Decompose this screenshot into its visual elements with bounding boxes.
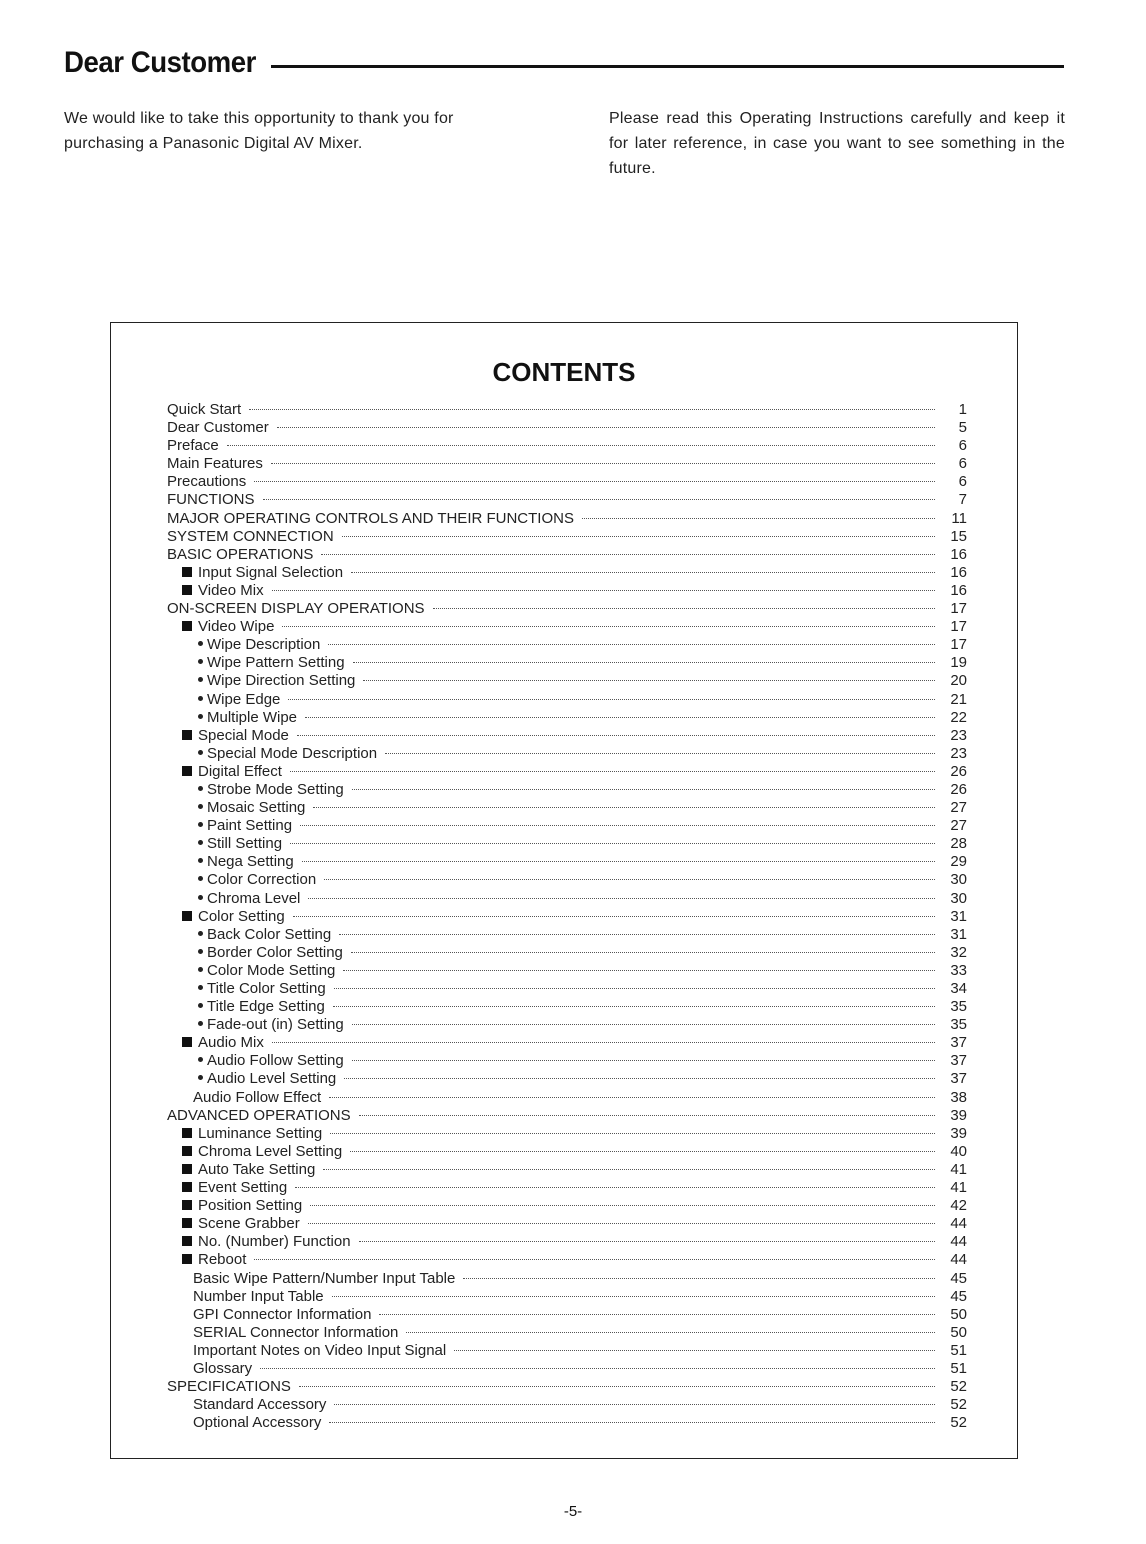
toc-entry-page: 45 xyxy=(950,1269,967,1287)
toc-dot-leader xyxy=(310,1205,935,1206)
toc-dot-leader xyxy=(254,481,935,482)
toc-entry-page: 11 xyxy=(951,509,967,527)
toc-entry-page: 37 xyxy=(950,1034,967,1052)
toc-entry xyxy=(167,853,967,871)
toc-entry xyxy=(167,980,967,998)
toc-dot-leader xyxy=(295,1187,935,1188)
toc-dot-leader xyxy=(308,898,935,899)
square-bullet-icon xyxy=(182,730,192,740)
dot-bullet-icon xyxy=(198,1021,203,1026)
toc-entry-label: Basic Wipe Pattern/Number Input Table xyxy=(193,1269,456,1287)
square-bullet-icon xyxy=(182,1236,192,1246)
toc-entry-label: Chroma Level Setting xyxy=(198,1142,343,1160)
square-bullet-icon xyxy=(182,911,192,921)
toc-dot-leader xyxy=(454,1350,935,1351)
toc-entry xyxy=(167,709,967,727)
toc-entry-page: 52 xyxy=(950,1378,967,1396)
toc-entry xyxy=(167,546,967,564)
square-bullet-icon xyxy=(182,621,192,631)
dot-bullet-icon xyxy=(198,895,203,900)
toc-entry-label: Back Color Setting xyxy=(207,925,332,943)
toc-entry-label: Paint Setting xyxy=(207,817,293,835)
toc-entry-page: 50 xyxy=(950,1305,967,1323)
toc-dot-leader xyxy=(379,1314,935,1315)
toc-entry xyxy=(167,510,967,528)
toc-dot-leader xyxy=(352,789,935,790)
toc-entry-page: 16 xyxy=(950,563,967,581)
toc-entry-label: BASIC OPERATIONS xyxy=(167,545,314,563)
toc-entry xyxy=(167,401,967,419)
toc-entry-page: 42 xyxy=(950,1197,967,1215)
toc-entry xyxy=(167,1233,967,1251)
square-bullet-icon xyxy=(182,1182,192,1192)
toc-dot-leader xyxy=(277,427,935,428)
toc-entry xyxy=(167,672,967,690)
toc-entry xyxy=(167,1034,967,1052)
toc-entry-label: Position Setting xyxy=(198,1197,303,1215)
toc-entry-page: 45 xyxy=(950,1287,967,1305)
toc-entry-page: 33 xyxy=(950,961,967,979)
dot-bullet-icon xyxy=(198,677,203,682)
toc-entry-label: Nega Setting xyxy=(207,853,294,871)
square-bullet-icon xyxy=(182,766,192,776)
section-heading xyxy=(64,46,1064,80)
toc-dot-leader xyxy=(290,771,935,772)
dot-bullet-icon xyxy=(198,949,203,954)
toc-entry xyxy=(167,1342,967,1360)
toc-entry xyxy=(167,1197,967,1215)
toc-entry-label: Preface xyxy=(167,437,219,455)
toc-entry-page: 44 xyxy=(950,1215,967,1233)
toc-entry-page: 32 xyxy=(950,943,967,961)
toc-dot-leader xyxy=(353,662,935,663)
toc-entry xyxy=(167,1396,967,1414)
toc-entry-page: 37 xyxy=(950,1070,967,1088)
toc-dot-leader xyxy=(343,970,935,971)
toc-entry-label: SERIAL Connector Information xyxy=(193,1323,399,1341)
dot-bullet-icon xyxy=(198,641,203,646)
toc-entry-label: Special Mode xyxy=(198,726,289,744)
toc-entry-page: 44 xyxy=(950,1251,967,1269)
toc-entry xyxy=(167,419,967,437)
toc-dot-leader xyxy=(329,1097,935,1098)
toc-dot-leader xyxy=(297,735,935,736)
toc-entry-label: Reboot xyxy=(198,1251,247,1269)
toc-entry-label: Wipe Direction Setting xyxy=(207,672,356,690)
toc-entry-page: 17 xyxy=(950,636,967,654)
toc-dot-leader xyxy=(271,463,935,464)
dot-bullet-icon xyxy=(198,804,203,809)
toc-dot-leader xyxy=(339,934,935,935)
toc-entry-page: 26 xyxy=(950,762,967,780)
toc-entry-page: 17 xyxy=(950,618,967,636)
toc-entry-page: 23 xyxy=(950,744,967,762)
toc-entry xyxy=(167,1270,967,1288)
toc-entry-page: 44 xyxy=(950,1233,967,1251)
toc-entry-label: No. (Number) Function xyxy=(198,1233,351,1251)
dot-bullet-icon xyxy=(198,967,203,972)
square-bullet-icon xyxy=(182,1254,192,1264)
table-of-contents xyxy=(167,401,967,1432)
toc-entry-label: Audio Level Setting xyxy=(207,1070,337,1088)
toc-entry-label: Dear Customer xyxy=(167,419,269,437)
toc-entry-label: GPI Connector Information xyxy=(193,1305,372,1323)
toc-entry-page: 26 xyxy=(950,780,967,798)
page-number: -5- xyxy=(563,1503,583,1520)
toc-entry-page: 5 xyxy=(958,419,967,437)
toc-dot-leader xyxy=(299,1386,935,1387)
toc-dot-leader xyxy=(350,1151,935,1152)
toc-dot-leader xyxy=(359,1115,935,1116)
toc-entry-label: Auto Take Setting xyxy=(198,1160,316,1178)
toc-entry xyxy=(167,1215,967,1233)
toc-dot-leader xyxy=(263,499,936,500)
toc-entry-page: 29 xyxy=(950,853,967,871)
toc-dot-leader xyxy=(302,861,935,862)
toc-entry xyxy=(167,1179,967,1197)
toc-entry-page: 16 xyxy=(950,581,967,599)
toc-entry-label: Still Setting xyxy=(207,835,283,853)
toc-entry xyxy=(167,890,967,908)
toc-entry-label: Number Input Table xyxy=(193,1287,324,1305)
toc-entry-label: Wipe Pattern Setting xyxy=(207,654,345,672)
toc-dot-leader xyxy=(334,1404,935,1405)
toc-entry-label: Input Signal Selection xyxy=(198,563,344,581)
intro-right-paragraph: Please read this Operating Instructions carefully and keep it for later reference, in case you want to see something in the future. xyxy=(609,110,1065,177)
toc-entry-page: 30 xyxy=(950,871,967,889)
toc-dot-leader xyxy=(344,1078,935,1079)
toc-entry-label: Wipe Description xyxy=(207,636,321,654)
toc-entry xyxy=(167,1052,967,1070)
toc-dot-leader xyxy=(352,1024,935,1025)
toc-entry xyxy=(167,582,967,600)
toc-dot-leader xyxy=(260,1368,935,1369)
dot-bullet-icon xyxy=(198,985,203,990)
toc-entry-label: Scene Grabber xyxy=(198,1215,300,1233)
square-bullet-icon xyxy=(182,1146,192,1156)
toc-entry-page: 6 xyxy=(958,455,967,473)
toc-dot-leader xyxy=(351,572,935,573)
toc-dot-leader xyxy=(323,1169,935,1170)
toc-entry-page: 15 xyxy=(950,527,967,545)
toc-entry xyxy=(167,1378,967,1396)
toc-entry-page: 39 xyxy=(950,1124,967,1142)
toc-dot-leader xyxy=(333,1006,935,1007)
toc-entry-page: 23 xyxy=(950,726,967,744)
toc-entry xyxy=(167,817,967,835)
toc-dot-leader xyxy=(282,626,935,627)
toc-entry-label: Precautions xyxy=(167,473,247,491)
toc-dot-leader xyxy=(582,518,935,519)
toc-entry xyxy=(167,1288,967,1306)
toc-entry-label: SYSTEM CONNECTION xyxy=(167,527,334,545)
toc-entry xyxy=(167,763,967,781)
toc-entry-label: SPECIFICATIONS xyxy=(167,1378,291,1396)
toc-entry xyxy=(167,437,967,455)
toc-entry-page: 40 xyxy=(950,1142,967,1160)
dot-bullet-icon xyxy=(198,1003,203,1008)
toc-entry xyxy=(167,944,967,962)
toc-entry-label: Quick Start xyxy=(167,401,242,418)
toc-entry-label: MAJOR OPERATING CONTROLS AND THEIR FUNCTIONS xyxy=(167,509,574,527)
toc-entry-label: Border Color Setting xyxy=(207,943,343,961)
toc-entry-label: Mosaic Setting xyxy=(207,799,306,817)
toc-entry xyxy=(167,1143,967,1161)
toc-entry-label: FUNCTIONS xyxy=(167,491,255,509)
toc-dot-leader xyxy=(249,409,935,410)
toc-entry xyxy=(167,473,967,491)
toc-entry xyxy=(167,1016,967,1034)
toc-entry xyxy=(167,1251,967,1269)
toc-entry-page: 37 xyxy=(950,1052,967,1070)
toc-entry-page: 50 xyxy=(950,1323,967,1341)
square-bullet-icon xyxy=(182,1037,192,1047)
toc-dot-leader xyxy=(272,590,935,591)
toc-entry xyxy=(167,691,967,709)
toc-entry-label: Title Edge Setting xyxy=(207,998,325,1016)
toc-entry xyxy=(167,618,967,636)
toc-entry-page: 39 xyxy=(950,1106,967,1124)
toc-entry-page: 6 xyxy=(958,473,967,491)
toc-entry-page: 35 xyxy=(950,1016,967,1034)
toc-entry-label: Digital Effect xyxy=(198,762,282,780)
contents-box xyxy=(110,322,1018,1459)
toc-entry-label: Standard Accessory xyxy=(193,1396,327,1414)
toc-entry-label: Color Setting xyxy=(198,907,285,925)
toc-entry-label: Chroma Level xyxy=(207,889,301,907)
toc-entry-label: Multiple Wipe xyxy=(207,708,298,726)
toc-entry-label: Optional Accessory xyxy=(193,1414,322,1432)
toc-dot-leader xyxy=(293,916,935,917)
toc-entry xyxy=(167,871,967,889)
toc-entry-label: Main Features xyxy=(167,455,263,473)
toc-entry xyxy=(167,1360,967,1378)
toc-entry-label: Color Mode Setting xyxy=(207,961,336,979)
toc-dot-leader xyxy=(352,1060,935,1061)
toc-entry-page: 30 xyxy=(950,889,967,907)
toc-entry-label: Strobe Mode Setting xyxy=(207,780,344,798)
heading-title: Dear Customer xyxy=(64,46,256,79)
toc-entry xyxy=(167,781,967,799)
toc-entry-page: 51 xyxy=(950,1341,967,1359)
toc-entry-page: 31 xyxy=(950,925,967,943)
dot-bullet-icon xyxy=(198,876,203,881)
toc-entry-page: 38 xyxy=(950,1088,967,1106)
toc-dot-leader xyxy=(330,1133,935,1134)
square-bullet-icon xyxy=(182,1218,192,1228)
toc-entry-page: 35 xyxy=(950,998,967,1016)
toc-dot-leader xyxy=(308,1223,935,1224)
toc-dot-leader xyxy=(334,988,935,989)
toc-entry-label: Glossary xyxy=(193,1359,253,1377)
toc-dot-leader xyxy=(433,608,935,609)
toc-entry-page: 41 xyxy=(950,1160,967,1178)
square-bullet-icon xyxy=(182,1128,192,1138)
square-bullet-icon xyxy=(182,567,192,577)
dot-bullet-icon xyxy=(198,1075,203,1080)
toc-dot-leader xyxy=(406,1332,935,1333)
toc-entry xyxy=(167,727,967,745)
toc-entry xyxy=(167,1070,967,1088)
intro-left-paragraph: We would like to take this opportunity to thank you for purchasing a Panasonic Digital AV Mixer. xyxy=(64,110,454,152)
toc-dot-leader xyxy=(305,717,935,718)
toc-dot-leader xyxy=(351,952,935,953)
toc-dot-leader xyxy=(463,1278,935,1279)
toc-entry-label: Special Mode Description xyxy=(207,744,378,762)
toc-entry xyxy=(167,926,967,944)
toc-dot-leader xyxy=(363,680,935,681)
toc-entry-page: 1 xyxy=(958,401,967,418)
toc-entry xyxy=(167,654,967,672)
toc-entry xyxy=(167,1107,967,1125)
toc-entry xyxy=(167,491,967,509)
toc-dot-leader xyxy=(328,644,935,645)
toc-entry-page: 52 xyxy=(950,1414,967,1432)
toc-dot-leader xyxy=(290,843,935,844)
toc-entry-label: Video Mix xyxy=(198,581,264,599)
toc-entry xyxy=(167,998,967,1016)
toc-entry-page: 17 xyxy=(950,600,967,618)
toc-entry-page: 7 xyxy=(958,491,967,509)
heading-rule xyxy=(271,65,1064,68)
dot-bullet-icon xyxy=(198,659,203,664)
toc-entry xyxy=(167,1125,967,1143)
toc-dot-leader xyxy=(385,753,935,754)
toc-entry xyxy=(167,1089,967,1107)
toc-entry-page: 22 xyxy=(950,708,967,726)
toc-entry-page: 27 xyxy=(950,799,967,817)
dot-bullet-icon xyxy=(198,840,203,845)
toc-entry-page: 28 xyxy=(950,835,967,853)
toc-entry xyxy=(167,799,967,817)
toc-entry-page: 51 xyxy=(950,1359,967,1377)
dot-bullet-icon xyxy=(198,1057,203,1062)
square-bullet-icon xyxy=(182,1164,192,1174)
dot-bullet-icon xyxy=(198,696,203,701)
toc-dot-leader xyxy=(321,554,935,555)
toc-entry-label: Title Color Setting xyxy=(207,980,326,997)
dot-bullet-icon xyxy=(198,714,203,719)
toc-dot-leader xyxy=(272,1042,935,1043)
toc-entry-page: 52 xyxy=(950,1396,967,1414)
toc-dot-leader xyxy=(288,699,935,700)
toc-entry-label: Audio Follow Setting xyxy=(207,1052,344,1070)
toc-dot-leader xyxy=(313,807,935,808)
toc-entry xyxy=(167,600,967,618)
toc-entry-page: 16 xyxy=(950,545,967,563)
dot-bullet-icon xyxy=(198,786,203,791)
toc-dot-leader xyxy=(254,1259,935,1260)
toc-dot-leader xyxy=(227,445,935,446)
toc-entry-label: Event Setting xyxy=(198,1179,288,1197)
toc-dot-leader xyxy=(342,536,935,537)
toc-entry-page: 41 xyxy=(950,1179,967,1197)
toc-entry xyxy=(167,1161,967,1179)
toc-entry-label: Video Wipe xyxy=(198,618,275,636)
toc-entry xyxy=(167,1324,967,1342)
toc-entry xyxy=(167,835,967,853)
square-bullet-icon xyxy=(182,585,192,595)
toc-dot-leader xyxy=(300,825,935,826)
toc-entry xyxy=(167,455,967,473)
toc-entry-label: Luminance Setting xyxy=(198,1124,323,1142)
toc-entry xyxy=(167,962,967,980)
toc-entry xyxy=(167,908,967,926)
toc-dot-leader xyxy=(359,1241,935,1242)
toc-entry xyxy=(167,745,967,763)
toc-entry-label: Color Correction xyxy=(207,871,317,889)
toc-entry xyxy=(167,564,967,582)
toc-dot-leader xyxy=(332,1296,935,1297)
toc-entry-page: 19 xyxy=(950,654,967,672)
contents-title: CONTENTS xyxy=(492,357,636,387)
toc-dot-leader xyxy=(324,879,935,880)
dot-bullet-icon xyxy=(198,750,203,755)
dot-bullet-icon xyxy=(198,822,203,827)
toc-entry-label: Audio Follow Effect xyxy=(193,1088,322,1106)
toc-entry xyxy=(167,1306,967,1324)
toc-entry-page: 21 xyxy=(950,690,967,708)
toc-dot-leader xyxy=(329,1422,935,1423)
toc-entry-label: Wipe Edge xyxy=(207,690,281,708)
toc-entry-page: 20 xyxy=(950,672,967,690)
toc-entry-label: Important Notes on Video Input Signal xyxy=(193,1341,447,1359)
toc-entry-page: 6 xyxy=(958,437,967,455)
toc-entry xyxy=(167,636,967,654)
toc-entry-page: 27 xyxy=(950,817,967,835)
toc-entry-label: ADVANCED OPERATIONS xyxy=(167,1106,351,1124)
toc-entry-page: 31 xyxy=(950,907,967,925)
toc-entry-label: ON-SCREEN DISPLAY OPERATIONS xyxy=(167,600,425,618)
dot-bullet-icon xyxy=(198,858,203,863)
toc-entry xyxy=(167,528,967,546)
square-bullet-icon xyxy=(182,1200,192,1210)
toc-entry-label: Audio Mix xyxy=(198,1034,264,1052)
toc-entry xyxy=(167,1414,967,1432)
dot-bullet-icon xyxy=(198,931,203,936)
toc-entry-page: 34 xyxy=(950,980,967,997)
toc-entry-label: Fade-out (in) Setting xyxy=(207,1016,344,1034)
